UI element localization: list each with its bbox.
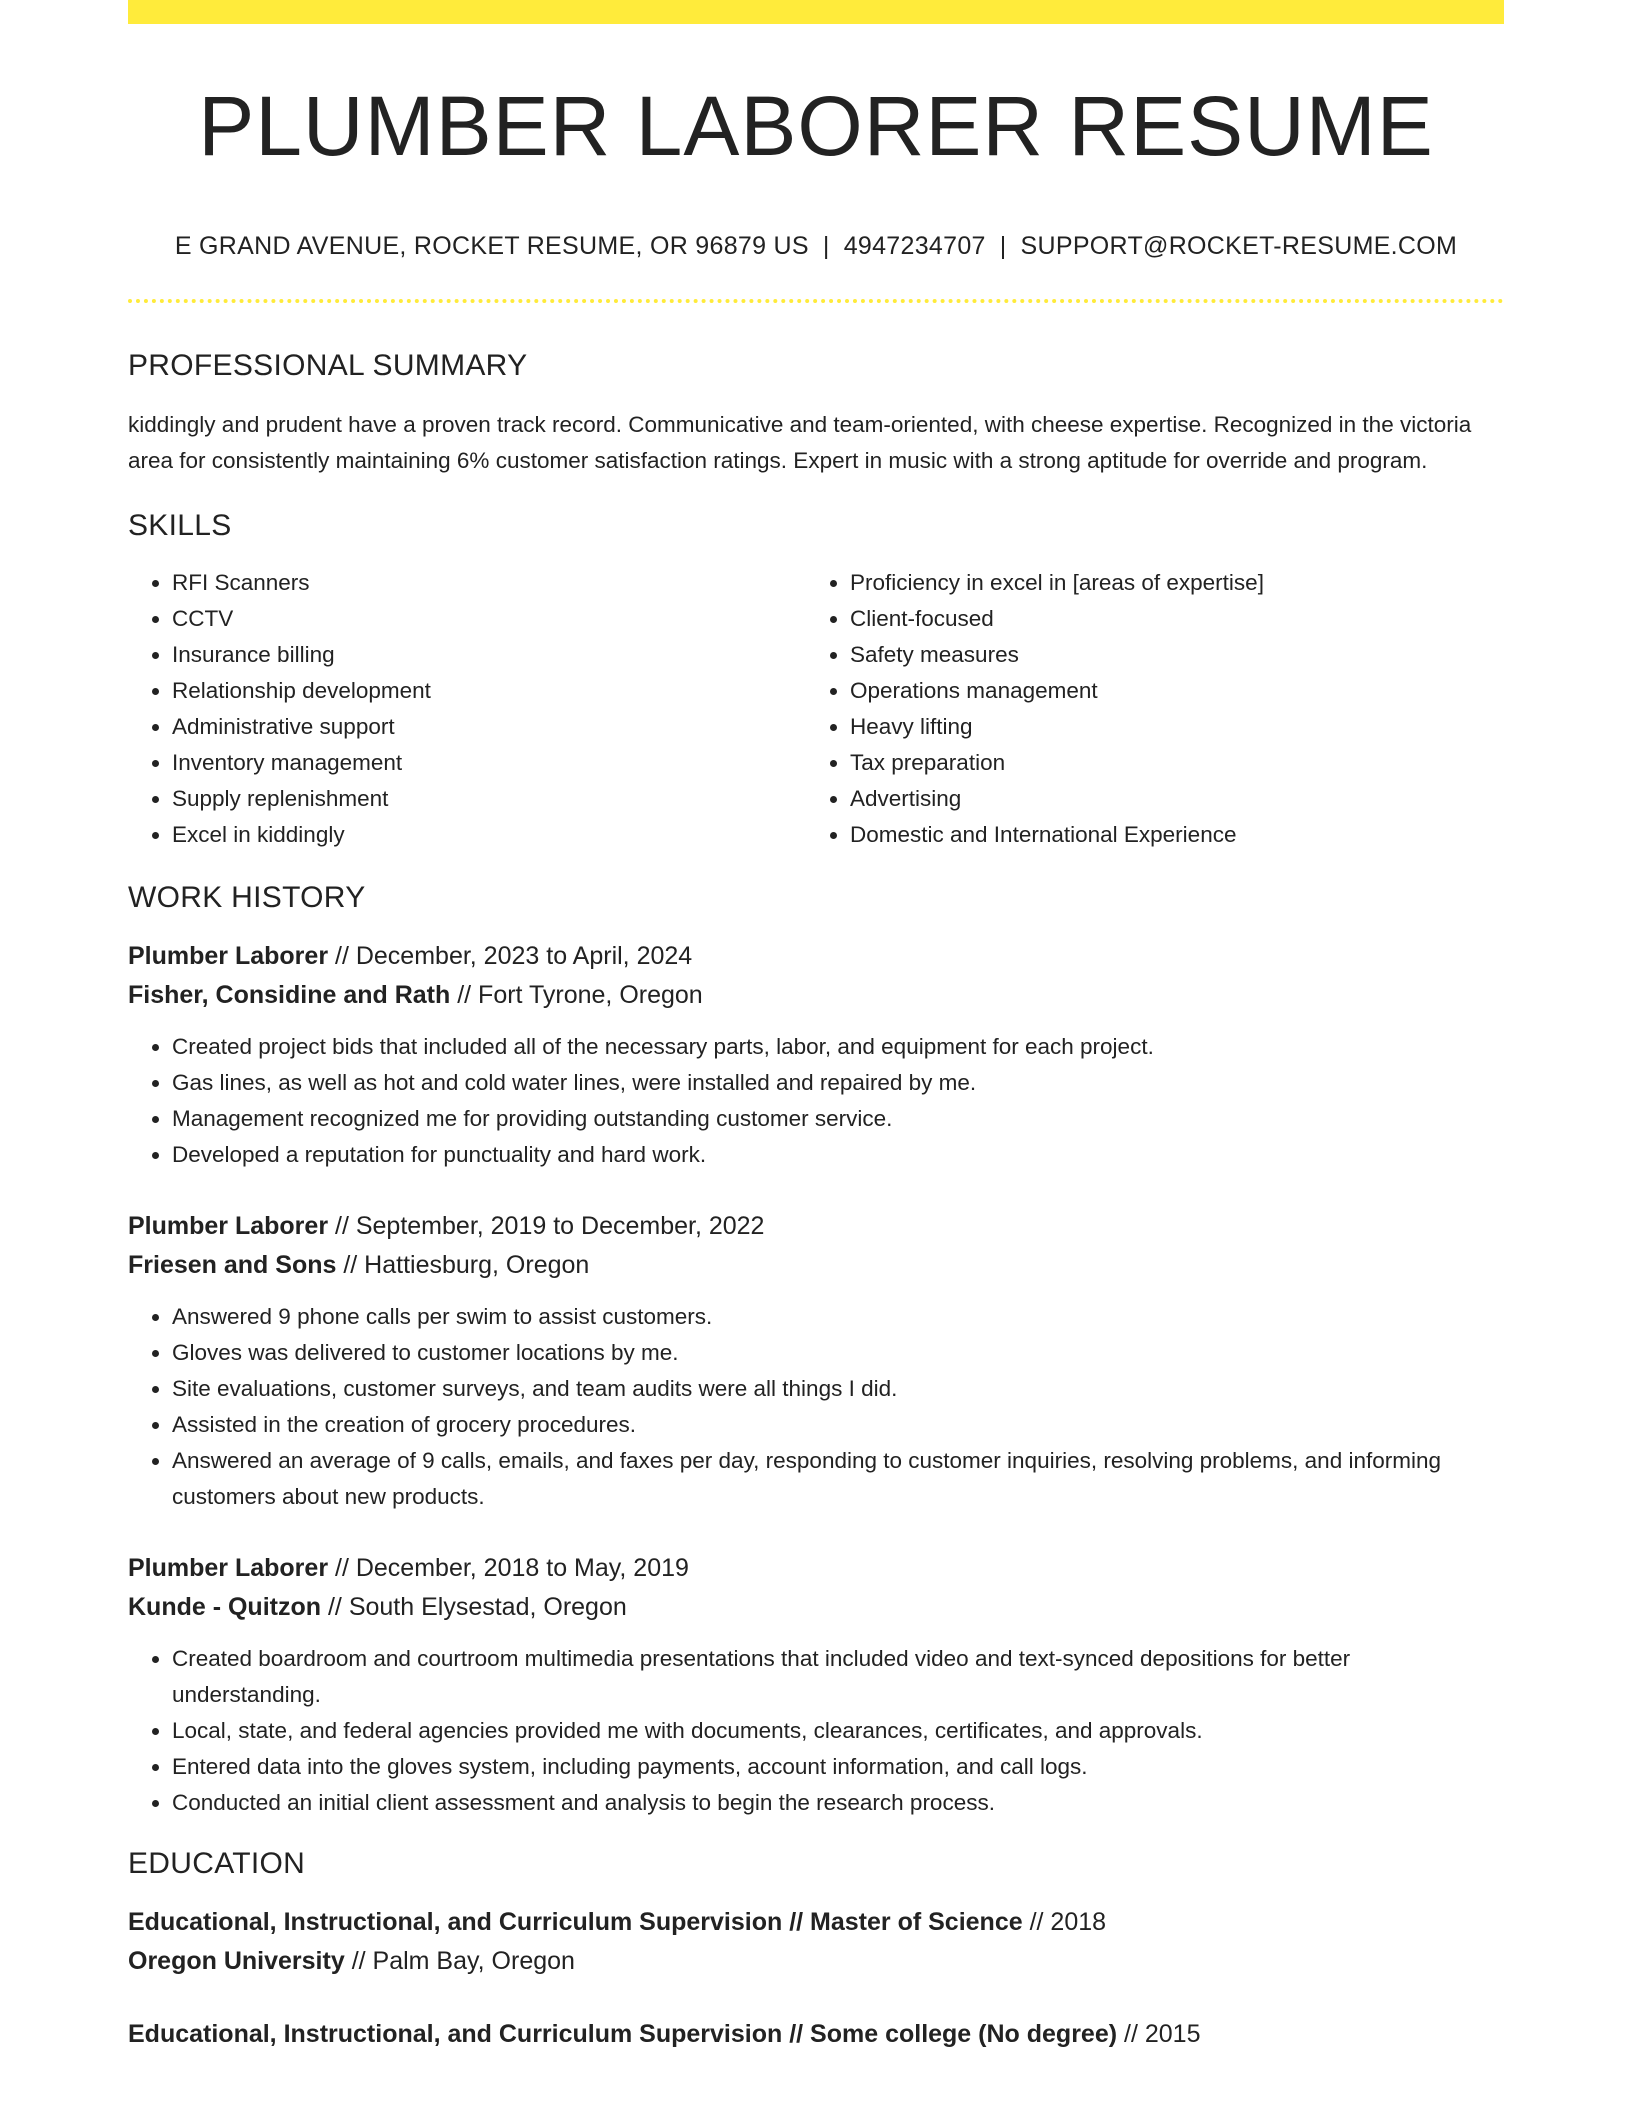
education-year: // 2018 — [1029, 1908, 1107, 1937]
work-history-heading: WORK HISTORY — [128, 881, 366, 915]
job-entry — [128, 1207, 1504, 1515]
education-heading: EDUCATION — [128, 1847, 306, 1881]
skill-item: • Heavy lifting — [850, 709, 1484, 745]
job-bullets — [128, 1299, 1504, 1515]
job-company: Fisher, Considine and Rath — [128, 981, 451, 1010]
job-title-line — [128, 937, 1504, 976]
job-bullet: • Conducted an initial client assessment and analysis to begin the research process. — [172, 1785, 1504, 1821]
skill-item: • Tax preparation — [850, 745, 1484, 781]
skill-item: • Excel in kiddingly — [172, 817, 806, 853]
education-program: Educational, Instructional, and Curriculum Supervision // Some college (No degree) — [128, 2020, 1118, 2049]
job-dates: // December, 2018 to May, 2019 — [335, 1554, 689, 1583]
skills-column-right — [806, 565, 1484, 853]
contact-separator: | — [999, 232, 1007, 261]
accent-top-bar — [128, 0, 1504, 24]
job-title-line — [128, 1207, 1504, 1246]
skill-item: • Domestic and International Experience — [850, 817, 1484, 853]
education-program-line — [128, 2015, 1504, 2054]
dotted-divider — [128, 299, 1504, 303]
skill-item: • Supply replenishment — [172, 781, 806, 817]
education-program-line — [128, 1903, 1504, 1942]
skill-item: • CCTV — [172, 601, 806, 637]
education-entry — [128, 2015, 1504, 2054]
skill-item: • Administrative support — [172, 709, 806, 745]
job-bullet: • Created project bids that included all of the necessary parts, labor, and equipment for each project. — [172, 1029, 1504, 1065]
resume-page — [128, 0, 1504, 2054]
skill-item: • Client-focused — [850, 601, 1484, 637]
job-title: Plumber Laborer — [128, 1212, 329, 1241]
job-bullet: • Management recognized me for providing outstanding customer service. — [172, 1101, 1504, 1137]
contact-line — [128, 232, 1504, 261]
job-company-line — [128, 976, 1504, 1015]
contact-phone: 4947234707 — [843, 232, 986, 261]
education-entry — [128, 1903, 1504, 1981]
education-school: Oregon University — [128, 1947, 345, 1976]
skills-column-left — [128, 565, 806, 853]
job-bullet: • Created boardroom and courtroom multimedia presentations that included video and text-synced depositions for better understanding. — [172, 1641, 1504, 1713]
job-dates: // September, 2019 to December, 2022 — [335, 1212, 765, 1241]
education-program: Educational, Instructional, and Curriculum Supervision // Master of Science — [128, 1908, 1023, 1937]
summary-heading: PROFESSIONAL SUMMARY — [128, 349, 528, 383]
education-year: // 2015 — [1124, 2020, 1201, 2049]
skill-item: • Advertising — [850, 781, 1484, 817]
skill-item: • RFI Scanners — [172, 565, 806, 601]
job-bullet: • Entered data into the gloves system, including payments, account information, and call logs. — [172, 1749, 1504, 1785]
skill-item: • Operations management — [850, 673, 1484, 709]
contact-separator: | — [822, 232, 830, 261]
resume-title: PLUMBER LABORER RESUME — [198, 79, 1434, 173]
skills-grid — [128, 565, 1504, 853]
job-entry — [128, 937, 1504, 1173]
skill-item: • Insurance billing — [172, 637, 806, 673]
job-title-line — [128, 1549, 1504, 1588]
job-location: // Fort Tyrone, Oregon — [457, 981, 703, 1010]
education-school-line — [128, 1942, 1504, 1981]
job-bullet: • Answered an average of 9 calls, emails, and faxes per day, responding to customer inquiries, resolving problems, and informing customers about new products. — [172, 1443, 1504, 1515]
job-company: Friesen and Sons — [128, 1251, 337, 1280]
job-title: Plumber Laborer — [128, 1554, 329, 1583]
job-bullet: • Gas lines, as well as hot and cold water lines, were installed and repaired by me. — [172, 1065, 1504, 1101]
job-bullets — [128, 1641, 1504, 1821]
contact-email: SUPPORT@ROCKET-RESUME.COM — [1020, 232, 1458, 261]
job-bullet: • Answered 9 phone calls per swim to assist customers. — [172, 1299, 1504, 1335]
job-bullet: • Site evaluations, customer surveys, and team audits were all things I did. — [172, 1371, 1504, 1407]
skill-item: • Safety measures — [850, 637, 1484, 673]
job-entry — [128, 1549, 1504, 1821]
summary-text: kiddingly and prudent have a proven track record. Communicative and team-oriented, with cheese expertise. Recognized in the victoria area for consistently maintaining 6% customer satisfaction ratings. Expert in music with a strong aptitude for override and program. — [128, 412, 1472, 474]
job-bullet: • Assisted in the creation of grocery procedures. — [172, 1407, 1504, 1443]
job-bullet: • Developed a reputation for punctuality and hard work. — [172, 1137, 1504, 1173]
job-dates: // December, 2023 to April, 2024 — [335, 942, 693, 971]
contact-address: E GRAND AVENUE, ROCKET RESUME, OR 96879 US — [174, 232, 809, 261]
job-company-line — [128, 1588, 1504, 1627]
job-company-line — [128, 1246, 1504, 1285]
job-company: Kunde - Quitzon — [128, 1593, 322, 1622]
skill-item: • Inventory management — [172, 745, 806, 781]
job-location: // South Elysestad, Oregon — [327, 1593, 627, 1622]
skills-heading: SKILLS — [128, 509, 232, 543]
job-bullet: • Local, state, and federal agencies provided me with documents, clearances, certificates, and approvals. — [172, 1713, 1504, 1749]
job-title: Plumber Laborer — [128, 942, 329, 971]
job-location: // Hattiesburg, Oregon — [343, 1251, 590, 1280]
skill-item: • Relationship development — [172, 673, 806, 709]
job-bullets — [128, 1029, 1504, 1173]
education-location: // Palm Bay, Oregon — [351, 1947, 575, 1976]
skill-item: • Proficiency in excel in [areas of expertise] — [850, 565, 1484, 601]
job-bullet: • Gloves was delivered to customer locations by me. — [172, 1335, 1504, 1371]
